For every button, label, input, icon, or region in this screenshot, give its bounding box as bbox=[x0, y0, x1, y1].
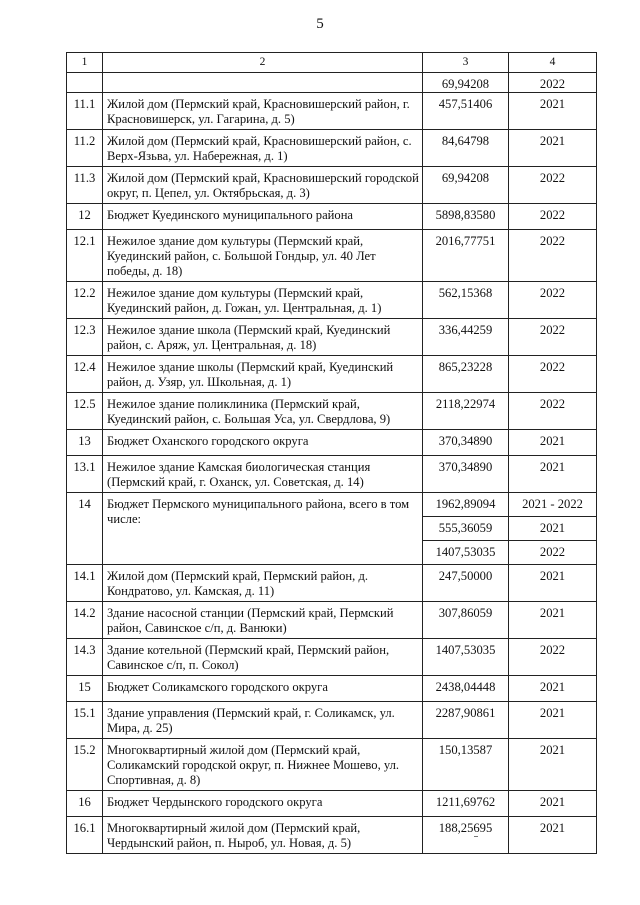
table-row bbox=[67, 204, 597, 230]
row-description: Бюджет Пермского муниципального района, всего в том числе: bbox=[103, 493, 423, 565]
row-year: 2021 bbox=[509, 602, 597, 639]
table-row bbox=[67, 393, 597, 430]
table-row bbox=[67, 130, 597, 167]
row-amount: 69,94208 bbox=[423, 73, 509, 93]
row-number: 12.1 bbox=[67, 230, 103, 282]
row-amount: 247,50000 bbox=[423, 565, 509, 602]
row-year: 2021 bbox=[509, 130, 597, 167]
row-number: 14.1 bbox=[67, 565, 103, 602]
row-description: Нежилое здание школы (Пермский край, Куединский район, д. Узяр, ул. Школьная, д. 1) bbox=[103, 356, 423, 393]
row-amount: 84,64798 bbox=[423, 130, 509, 167]
row-year: 2022 bbox=[509, 319, 597, 356]
table-row bbox=[67, 93, 597, 130]
row-year: 2022 bbox=[509, 282, 597, 319]
row-amount: 188,25695 bbox=[423, 817, 509, 854]
row-year: 2022 bbox=[509, 73, 597, 93]
row-description: Многоквартирный жилой дом (Пермский край, Чердынский район, п. Ныроб, ул. Новая, д. 5) bbox=[103, 817, 423, 854]
column-header: 4 bbox=[509, 53, 597, 73]
row-description: Нежилое здание дом культуры (Пермский край, Куединский район, д. Гожан, ул. Центральная, д. 1) bbox=[103, 282, 423, 319]
row-description: Нежилое здание дом культуры (Пермский край, Куединский район, с. Большой Гондыр, ул. 40 Лет победы, д. 18) bbox=[103, 230, 423, 282]
row-number: 15.1 bbox=[67, 702, 103, 739]
budget-table bbox=[66, 52, 597, 854]
table-row bbox=[67, 639, 597, 676]
row-amount: 457,51406 bbox=[423, 93, 509, 130]
row-year: 2022 bbox=[509, 230, 597, 282]
table-row bbox=[67, 602, 597, 639]
table-row bbox=[67, 430, 597, 456]
row-amount: 555,36059 bbox=[423, 517, 509, 541]
row-year: 2021 bbox=[509, 456, 597, 493]
row-number bbox=[67, 73, 103, 93]
row-description: Жилой дом (Пермский край, Красновишерский городской округ, п. Цепел, ул. Октябрьская, д. 3) bbox=[103, 167, 423, 204]
row-year: 2021 bbox=[509, 430, 597, 456]
page-number: 5 bbox=[316, 16, 324, 32]
row-description: Жилой дом (Пермский край, Пермский район, д. Кондратово, ул. Камская, д. 11) bbox=[103, 565, 423, 602]
row-amount: 370,34890 bbox=[423, 456, 509, 493]
row-year: 2021 bbox=[509, 565, 597, 602]
row-number: 15.2 bbox=[67, 739, 103, 791]
row-amount: 5898,83580 bbox=[423, 204, 509, 230]
row-amount: 370,34890 bbox=[423, 430, 509, 456]
row-amount: 1407,53035 bbox=[423, 639, 509, 676]
row-year: 2022 bbox=[509, 393, 597, 430]
row-description: Многоквартирный жилой дом (Пермский край, Соликамский городской округ, п. Нижнее Мошево, ул. Спортивная, д. 8) bbox=[103, 739, 423, 791]
row-description: Здание управления (Пермский край, г. Соликамск, ул. Мира, д. 25) bbox=[103, 702, 423, 739]
row-year: 2021 bbox=[509, 702, 597, 739]
table-row bbox=[67, 702, 597, 739]
row-number: 14.3 bbox=[67, 639, 103, 676]
row-amount: 150,13587 bbox=[423, 739, 509, 791]
table-row bbox=[67, 230, 597, 282]
row-amount: 1962,89094 bbox=[423, 493, 509, 517]
row-number: 12.2 bbox=[67, 282, 103, 319]
row-number: 14.2 bbox=[67, 602, 103, 639]
row-description: Нежилое здание школа (Пермский край, Куединский район, с. Аряж, ул. Центральная, д. 18) bbox=[103, 319, 423, 356]
table-row bbox=[67, 493, 597, 517]
table-row bbox=[67, 676, 597, 702]
table-row bbox=[67, 791, 597, 817]
row-description: Здание котельной (Пермский край, Пермский район, Савинское с/п, п. Сокол) bbox=[103, 639, 423, 676]
row-year: 2021 bbox=[509, 517, 597, 541]
table-row bbox=[67, 167, 597, 204]
table-row bbox=[67, 319, 597, 356]
row-amount: 1211,69762 bbox=[423, 791, 509, 817]
row-description: Жилой дом (Пермский край, Красновишерский район, с. Верх-Язьва, ул. Набережная, д. 1) bbox=[103, 130, 423, 167]
row-description bbox=[103, 73, 423, 93]
row-number: 16 bbox=[67, 791, 103, 817]
row-number: 15 bbox=[67, 676, 103, 702]
table-row bbox=[67, 456, 597, 493]
row-number: 12.3 bbox=[67, 319, 103, 356]
row-amount: 865,23228 bbox=[423, 356, 509, 393]
row-year: 2022 bbox=[509, 356, 597, 393]
row-description: Бюджет Соликамского городского округа bbox=[103, 676, 423, 702]
row-amount: 2438,04448 bbox=[423, 676, 509, 702]
row-description: Бюджет Куединского муниципального района bbox=[103, 204, 423, 230]
row-year: 2021 bbox=[509, 676, 597, 702]
row-number: 11.3 bbox=[67, 167, 103, 204]
row-amount: 2118,22974 bbox=[423, 393, 509, 430]
table-row bbox=[67, 73, 597, 93]
row-description: Здание насосной станции (Пермский край, Пермский район, Савинское с/п, д. Ванюки) bbox=[103, 602, 423, 639]
row-number: 16.1 bbox=[67, 817, 103, 854]
row-amount: 2016,77751 bbox=[423, 230, 509, 282]
row-number: 12.5 bbox=[67, 393, 103, 430]
table-row bbox=[67, 356, 597, 393]
table-row bbox=[67, 739, 597, 791]
row-year: 2022 bbox=[509, 167, 597, 204]
row-number: 13 bbox=[67, 430, 103, 456]
row-description: Нежилое здание поликлиника (Пермский край, Куединский район, с. Большая Уса, ул. Свердлова, 9) bbox=[103, 393, 423, 430]
header-row bbox=[67, 53, 597, 73]
row-number: 12.4 bbox=[67, 356, 103, 393]
row-number: 12 bbox=[67, 204, 103, 230]
column-header: 1 bbox=[67, 53, 103, 73]
row-year: 2021 bbox=[509, 791, 597, 817]
row-amount: 562,15368 bbox=[423, 282, 509, 319]
row-amount: 1407,53035 bbox=[423, 541, 509, 565]
row-description: Нежилое здание Камская биологическая станция (Пермский край, г. Оханск, ул. Советская, д. 14) bbox=[103, 456, 423, 493]
row-description: Бюджет Оханского городского округа bbox=[103, 430, 423, 456]
row-year: 2022 bbox=[509, 204, 597, 230]
row-year: 2021 - 2022 bbox=[509, 493, 597, 517]
row-number: 11.1 bbox=[67, 93, 103, 130]
table-row bbox=[67, 565, 597, 602]
row-year: 2021 bbox=[509, 817, 597, 854]
row-year: 2021 bbox=[509, 93, 597, 130]
column-header: 3 bbox=[423, 53, 509, 73]
scan-mark bbox=[474, 836, 478, 837]
row-amount: 336,44259 bbox=[423, 319, 509, 356]
row-year: 2021 bbox=[509, 739, 597, 791]
row-amount: 307,86059 bbox=[423, 602, 509, 639]
row-amount: 2287,90861 bbox=[423, 702, 509, 739]
table-row bbox=[67, 282, 597, 319]
row-number: 13.1 bbox=[67, 456, 103, 493]
row-number: 11.2 bbox=[67, 130, 103, 167]
row-amount: 69,94208 bbox=[423, 167, 509, 204]
row-description: Жилой дом (Пермский край, Красновишерский район, г. Красновишерск, ул. Гагарина, д. 5) bbox=[103, 93, 423, 130]
table-row bbox=[67, 817, 597, 854]
row-year: 2022 bbox=[509, 639, 597, 676]
row-description: Бюджет Чердынского городского округа bbox=[103, 791, 423, 817]
row-year: 2022 bbox=[509, 541, 597, 565]
row-number: 14 bbox=[67, 493, 103, 565]
column-header: 2 bbox=[103, 53, 423, 73]
